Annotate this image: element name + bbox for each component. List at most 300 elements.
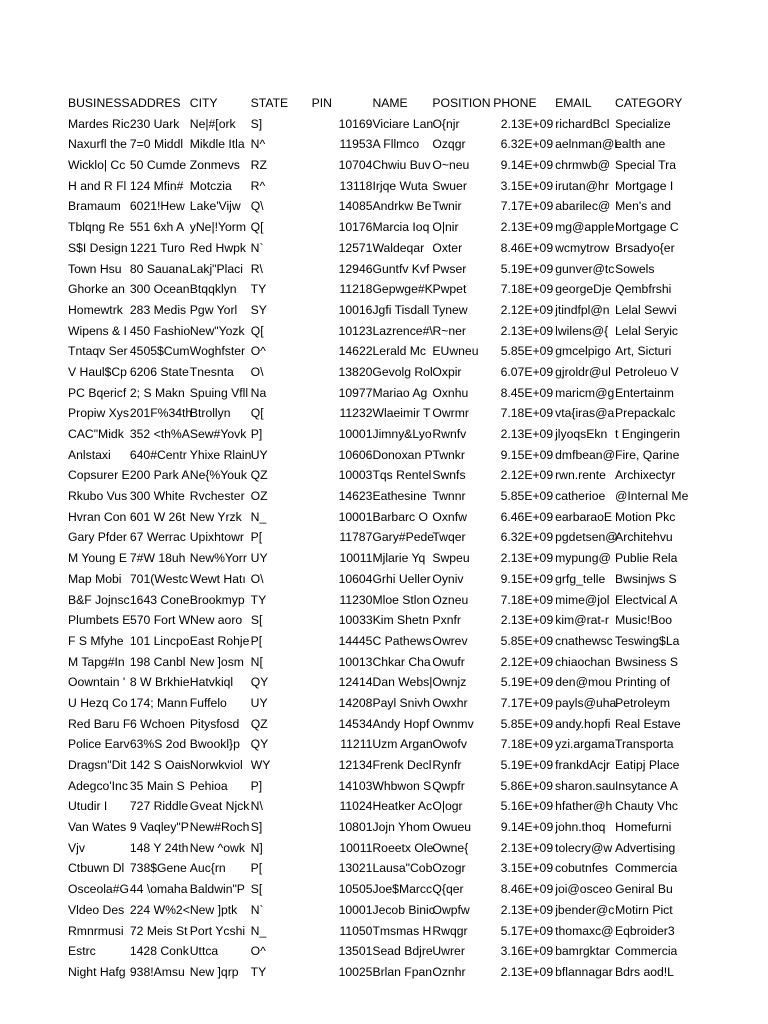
cell-name: Sead Bdjre <box>372 944 433 959</box>
cell-name: Eathesine <box>372 489 427 504</box>
table-row <box>68 590 678 611</box>
cell-city: New ]ptk <box>189 902 238 917</box>
cell-name: Donoxan P <box>372 447 433 462</box>
cell-phone: 7.18E+09 <box>500 592 554 607</box>
cell-state: S[ <box>250 613 263 628</box>
cell-address: 44 \omaha <box>129 882 188 897</box>
cell-address: 570 Fort W <box>130 613 191 628</box>
cell-city: Bwookl}p <box>189 737 240 752</box>
cell-pin: 13021 <box>338 861 373 876</box>
cell-pin: 11211 <box>340 737 373 752</box>
cell-name: Frenk Decl <box>372 758 432 772</box>
cell-position: O|nir <box>432 220 459 235</box>
cell-category: Sowels <box>615 261 655 276</box>
cell-name: Jgfi Tisdall <box>372 302 430 317</box>
cell-business: Rmnrmusi <box>68 923 124 938</box>
cell-business: Osceola#G <box>68 882 129 897</box>
cell-city: Btqqklyn <box>189 282 237 297</box>
cell-state: QZ <box>250 468 268 483</box>
cell-address: 148 Y 24th <box>129 840 189 855</box>
cell-name: Dan Webs| <box>372 675 433 690</box>
cell-state: UY <box>250 695 268 710</box>
table-row <box>68 486 689 507</box>
cell-name: C Pathews <box>372 633 432 648</box>
cell-pin: 10016 <box>338 302 373 317</box>
cell-state: OZ <box>250 489 268 504</box>
cell-phone: 2.13E+09 <box>500 551 554 566</box>
cell-address: 6 Wchoen <box>130 716 185 731</box>
cell-category: Motion Pkc <box>615 509 676 524</box>
cell-address: 50 Cumde <box>129 158 187 173</box>
table-row <box>68 569 677 590</box>
cell-address: 283 Medis <box>129 302 187 317</box>
cell-pin: 14622 <box>338 344 373 359</box>
cell-email: jbender@c <box>555 902 615 917</box>
cell-phone: 2.12E+09 <box>500 654 554 669</box>
cell-state: O\ <box>250 364 264 379</box>
cell-phone: 5.19E+09 <box>500 261 554 276</box>
cell-address: 7#W 18uh <box>129 551 186 566</box>
cell-email: cobutnfes <box>555 861 608 876</box>
cell-name: Lausa"Cob <box>372 861 433 876</box>
cell-email: den@mou <box>555 675 612 690</box>
cell-city: Spuing Vfll <box>189 385 249 400</box>
cell-name: Wlaeimir T <box>372 406 431 421</box>
cell-city: Hatvkiql <box>189 675 234 690</box>
cell-category: Mortgage I <box>615 178 674 193</box>
cell-email: hfather@h <box>555 799 613 814</box>
cell-city: New#Roch <box>189 820 250 835</box>
cell-state: O\ <box>250 571 264 586</box>
cell-business: B&F Jojnsc <box>68 592 130 607</box>
cell-name: Lerald Mc <box>372 344 427 359</box>
cell-address: 640#Centr <box>129 447 187 462</box>
cell-email: yzi.argama <box>555 737 615 752</box>
cell-position: Twnnr <box>432 489 466 504</box>
cell-state: P] <box>250 427 263 441</box>
cell-position: Owofv <box>432 737 467 752</box>
cell-phone: 5.85E+09 <box>500 344 554 359</box>
table-row <box>68 383 673 404</box>
cell-business: Hvran Con <box>68 509 127 524</box>
cell-position: O~neu <box>432 158 470 173</box>
cell-address: 450 Fashio <box>129 323 191 338</box>
cell-business: Vldeo Des <box>68 902 125 917</box>
cell-email: kim@rat-r <box>555 613 609 628</box>
header-name: NAME <box>372 96 408 110</box>
cell-pin: 11787 <box>339 530 373 545</box>
cell-business: Tblqng Re <box>68 220 125 235</box>
cell-business: U Hezq Co <box>68 695 128 710</box>
cell-pin: 10977 <box>338 385 373 400</box>
cell-position: Ozneu <box>432 592 469 607</box>
cell-category: Fire, Qarine <box>615 447 680 462</box>
cell-name: Whbwon S <box>372 778 432 793</box>
cell-address: 80 Sauana <box>129 261 189 276</box>
cell-email: pgdetsen@ <box>555 530 618 545</box>
table-row <box>68 196 673 217</box>
cell-city: New"Yozk <box>189 323 245 338</box>
cell-category: Homefurni <box>615 820 672 835</box>
cell-position: Owrev <box>432 633 468 648</box>
cell-state: N\ <box>250 799 263 814</box>
cell-email: gunver@tc <box>555 261 615 276</box>
cell-business: Homewtrk <box>68 302 123 317</box>
cell-phone: 9.15E+09 <box>500 571 554 586</box>
cell-address: 1428 Conk <box>129 944 189 959</box>
cell-business: Propiw Xys <box>68 406 129 421</box>
cell-position: Pwpet <box>432 282 467 297</box>
cell-category: Motirn Pict <box>615 902 673 917</box>
cell-email: dmfbean@ <box>555 447 615 462</box>
cell-city: New ]qrp <box>189 964 239 979</box>
cell-name: Andy Hopf <box>372 716 430 731</box>
cell-state: WY <box>250 758 271 772</box>
table-row <box>68 527 673 548</box>
cell-email: bamrgktar <box>555 944 610 959</box>
cell-phone: 2.13E+09 <box>500 613 554 628</box>
table-row <box>68 879 673 900</box>
cell-city: Pehioa <box>189 778 228 793</box>
cell-email: vta{iras@a <box>555 406 615 421</box>
spreadsheet-table <box>68 93 689 983</box>
cell-city: yNe|!Yorm <box>189 220 247 235</box>
cell-name: Waldeqar <box>372 240 425 255</box>
table-row <box>68 921 673 942</box>
cell-pin: 10003 <box>338 468 373 483</box>
cell-category: t Engingerin <box>614 427 681 441</box>
cell-category: Art, Sicturi <box>615 344 672 359</box>
cell-pin: 14208 <box>338 695 373 710</box>
cell-address: 63%S 2od <box>129 737 187 752</box>
cell-state: N^ <box>250 137 266 152</box>
table-row <box>68 445 680 466</box>
cell-business: M Tapg#In <box>68 654 125 669</box>
cell-address: 727 Riddle <box>129 799 189 814</box>
header-category: CATEGORY <box>615 96 683 110</box>
cell-address: 224 W%2< <box>129 902 190 917</box>
cell-position: Swuer <box>432 178 467 193</box>
cell-address: 200 Park A <box>129 468 190 483</box>
cell-position: Oznhr <box>432 964 466 979</box>
cell-email: sharon.sau <box>555 778 616 793</box>
cell-state: N_ <box>250 923 267 938</box>
cell-email: abarilec@ <box>555 199 611 214</box>
cell-phone: 5.85E+09 <box>500 633 554 648</box>
cell-email: grfg_telle <box>555 571 606 586</box>
cell-name: Mloe Stlon <box>372 592 431 607</box>
cell-position: Uwrer <box>432 944 465 959</box>
cell-category: Geniral Bu <box>615 882 673 897</box>
cell-address: 124 Mfin# <box>129 178 184 193</box>
cell-category: Petroleym <box>615 695 670 710</box>
table-row <box>68 507 676 528</box>
cell-category: Insytance A <box>615 778 679 793</box>
cell-city: Tnesnta <box>189 364 234 379</box>
cell-phone: 6.32E+09 <box>500 530 554 545</box>
cell-category: Brsadyo{er <box>615 240 675 255</box>
cell-pin: 12414 <box>338 675 373 690</box>
cell-email: earbaraoE <box>555 509 613 524</box>
table-row <box>68 776 679 797</box>
cell-business: Red Baru F <box>68 716 131 731</box>
cell-category: Petroleuo V <box>615 364 679 379</box>
table-row <box>68 817 673 838</box>
cell-city: Ne|#[ork <box>189 116 236 131</box>
cell-email: tolecry@w <box>555 840 613 855</box>
cell-address: 35 Main S <box>129 778 185 793</box>
cell-position: Rwqgr <box>432 923 468 938</box>
cell-city: Brookmyp <box>189 592 245 607</box>
cell-business: H and R Fl <box>68 178 127 193</box>
cell-phone: 2.12E+09 <box>500 302 554 317</box>
cell-position: Owrmr <box>432 406 469 421</box>
cell-position: Q{qer <box>432 882 464 897</box>
table-row <box>68 424 681 445</box>
table-row <box>68 714 681 735</box>
table-row <box>68 693 673 714</box>
table-body <box>68 114 689 983</box>
cell-business: Night Hafg <box>68 964 126 979</box>
cell-phone: 2.13E+09 <box>500 116 554 131</box>
cell-email: rwn.rente <box>555 468 606 483</box>
cell-pin: 10801 <box>338 820 373 835</box>
cell-phone: 3.15E+09 <box>500 178 554 193</box>
header-city: CITY <box>189 96 218 110</box>
cell-state: P[ <box>250 861 263 876</box>
cell-pin: 10011 <box>339 840 373 855</box>
cell-state: Q[ <box>250 220 264 235</box>
cell-business: CAC"Midk <box>68 427 124 441</box>
cell-pin: 10001 <box>338 509 373 524</box>
table-row <box>68 610 673 631</box>
cell-category: Chauty Vhc <box>615 799 679 814</box>
cell-state: N[ <box>250 654 263 669</box>
cell-position: Oxnhu <box>432 385 469 400</box>
cell-name: Heatker Ac <box>372 799 433 814</box>
cell-pin: 10604 <box>338 571 373 586</box>
cell-phone: 8.46E+09 <box>500 240 554 255</box>
cell-email: mg@apple <box>555 220 615 235</box>
cell-address: 230 Uark <box>129 116 180 131</box>
cell-email: bflannagar <box>555 964 613 979</box>
cell-category: Commercia <box>615 944 678 959</box>
cell-pin: 11024 <box>339 799 373 814</box>
cell-phone: 2.12E+09 <box>500 468 554 483</box>
cell-email: chiaochan <box>555 654 611 669</box>
cell-position: Twnkr <box>432 447 465 462</box>
cell-name: Roeetx Ole <box>372 840 434 855</box>
cell-pin: 11232 <box>339 406 373 421</box>
cell-category: Printing of <box>615 675 671 690</box>
cell-position: Tynew <box>432 302 468 317</box>
cell-category: Bwsinjws S <box>615 571 677 586</box>
table-row <box>68 734 673 755</box>
cell-state: UY <box>250 551 268 566</box>
cell-name: Lazrence#\ <box>372 323 433 338</box>
cell-state: R\ <box>250 261 263 276</box>
cell-phone: 8.45E+09 <box>500 385 554 400</box>
table-row <box>68 672 673 693</box>
cell-email: jtindfpl@n <box>555 302 610 317</box>
table-row <box>68 134 673 155</box>
cell-category: Special Tra <box>615 158 676 173</box>
cell-city: Motczia <box>189 178 232 193</box>
cell-category: Bdrs aod!L <box>615 964 674 979</box>
cell-state: S] <box>250 820 263 835</box>
cell-position: Ownjz <box>432 675 467 690</box>
cell-state: N_ <box>250 509 267 524</box>
cell-name: Uzm Argan <box>372 737 433 752</box>
cell-name: Gary#Pede <box>372 530 435 545</box>
cell-position: Ozogr <box>432 861 466 876</box>
cell-city: Lakj"Placi <box>189 261 243 276</box>
cell-email: catherioe <box>555 489 606 504</box>
cell-state: P[ <box>250 633 263 648</box>
cell-business: M Young E <box>68 551 127 566</box>
cell-address: 738$Gene <box>129 861 187 876</box>
cell-position: Pwser <box>432 261 467 276</box>
cell-position: Owufr <box>432 654 465 669</box>
cell-phone: 9.15E+09 <box>500 447 554 462</box>
cell-phone: 9.14E+09 <box>500 820 554 835</box>
header-address: ADDRES <box>129 96 181 110</box>
cell-state: SY <box>250 302 267 317</box>
cell-business: Vjv <box>68 840 85 855</box>
cell-position: Oxpir <box>432 364 462 379</box>
cell-business: Wicklo| Cc <box>68 158 126 173</box>
cell-address: 6021!Hew <box>129 199 185 214</box>
cell-city: Lake'Vijw <box>189 199 241 214</box>
cell-phone: 5.85E+09 <box>500 489 554 504</box>
cell-state: Q\ <box>250 199 264 214</box>
cell-category: Prepackalc <box>615 406 676 421</box>
cell-phone: 3.15E+09 <box>500 861 554 876</box>
cell-city: New%Yorr <box>189 551 247 566</box>
cell-pin: 10169 <box>338 116 373 131</box>
cell-position: Twnir <box>432 199 462 214</box>
cell-city: Pgw Yorl <box>189 302 238 317</box>
cell-business: Tntaqv Ser <box>68 344 128 359</box>
cell-email: gjroldr@ul <box>555 364 611 379</box>
cell-category: Commercia <box>615 861 678 876</box>
cell-address: 4505$Cum <box>129 344 190 359</box>
cell-address: 8 W Brkhie <box>129 675 190 690</box>
cell-business: Gary Pfder <box>68 530 127 545</box>
cell-phone: 2.13E+09 <box>500 220 554 235</box>
header-row <box>68 93 683 114</box>
cell-phone: 5.19E+09 <box>500 675 554 690</box>
cell-city: Ne{%Youk <box>189 468 247 483</box>
cell-phone: 2.13E+09 <box>500 427 554 441</box>
cell-address: 1643 Cone <box>129 592 190 607</box>
header-phone: PHONE <box>493 96 537 110</box>
cell-address: 551 6xh A <box>129 220 185 235</box>
cell-email: payls@uha <box>555 695 617 710</box>
cell-position: R~ner <box>432 323 466 338</box>
cell-email: joi@osceo <box>555 882 613 897</box>
cell-name: Brlan Fpan <box>372 964 433 979</box>
table-row <box>68 755 680 776</box>
cell-pin: 10033 <box>338 613 373 628</box>
table-row <box>68 838 676 859</box>
cell-address: 174; Mann <box>129 695 188 710</box>
cell-city: Pitysfosd <box>189 716 240 731</box>
cell-city: Port Ycshi <box>189 923 246 938</box>
cell-city: Woghfster <box>189 344 246 359</box>
cell-position: Owxhr <box>432 695 468 710</box>
cell-pin: 13501 <box>338 944 373 959</box>
cell-pin: 10606 <box>338 447 373 462</box>
cell-category: Teswing$La <box>615 633 680 648</box>
table-row <box>68 155 676 176</box>
cell-state: QZ <box>250 716 268 731</box>
cell-category: Qembfrshi <box>615 282 672 297</box>
cell-phone: 3.16E+09 <box>500 944 554 959</box>
table-row <box>68 962 673 983</box>
cell-state: P[ <box>250 530 263 545</box>
cell-category: Music!Boo <box>615 613 673 628</box>
table-row <box>68 238 673 259</box>
cell-position: Ozqgr <box>432 137 466 152</box>
cell-category: Electvical A <box>615 592 678 607</box>
cell-pin: 14103 <box>338 778 373 793</box>
cell-position: Oxnfw <box>432 509 467 524</box>
cell-phone: 7.18E+09 <box>500 406 554 421</box>
cell-name: Tqs Rentel <box>372 468 432 483</box>
cell-name: Irjqe Wuta <box>372 178 428 193</box>
cell-category: Entertainm <box>615 385 674 400</box>
cell-state: N] <box>250 840 263 855</box>
table-row <box>68 362 679 383</box>
cell-position: Oyniv <box>432 571 464 586</box>
cell-email: andy.hopfi <box>555 716 611 731</box>
cell-position: Rynfr <box>432 758 462 772</box>
cell-email: georgeDje <box>555 282 612 297</box>
cell-category: Advertising <box>615 840 676 855</box>
cell-business: Dragsn"Dit <box>68 758 127 772</box>
cell-position: Owpfw <box>432 902 470 917</box>
cell-phone: 2.13E+09 <box>500 840 554 855</box>
cell-name: Jecob Binic <box>372 902 435 917</box>
cell-state: S[ <box>250 882 263 897</box>
cell-city: Norwkviol <box>189 758 243 772</box>
cell-name: Kim Shetn <box>372 613 429 628</box>
cell-email: gmcelpigo <box>555 344 611 359</box>
cell-business: Ctbuwn Dl <box>68 861 125 876</box>
cell-name: Gepwge#K <box>372 282 433 297</box>
cell-address: 142 S Oais <box>129 758 191 772</box>
cell-name: Tmsmas H <box>372 923 432 938</box>
cell-email: cnathewsc <box>555 633 613 648</box>
cell-state: O^ <box>250 944 266 959</box>
cell-address: 300 White <box>129 489 185 504</box>
cell-city: Gveat Njck <box>189 799 250 814</box>
cell-address: 701(Westc <box>129 571 188 586</box>
table-row <box>68 279 673 300</box>
header-state: STATE <box>250 96 289 110</box>
cell-city: Upixhtowr <box>189 530 244 545</box>
table-row <box>68 321 679 342</box>
cell-state: TY <box>250 282 267 297</box>
cell-email: jlyoqsEkn <box>555 427 608 441</box>
cell-business: Rkubo Vus <box>68 489 128 504</box>
cell-state: Q[ <box>250 406 264 421</box>
cell-pin: 12134 <box>338 758 373 772</box>
cell-category: Lelal Seryic <box>615 323 679 338</box>
cell-name: Chkar Cha <box>372 654 431 669</box>
table-row <box>68 403 676 424</box>
